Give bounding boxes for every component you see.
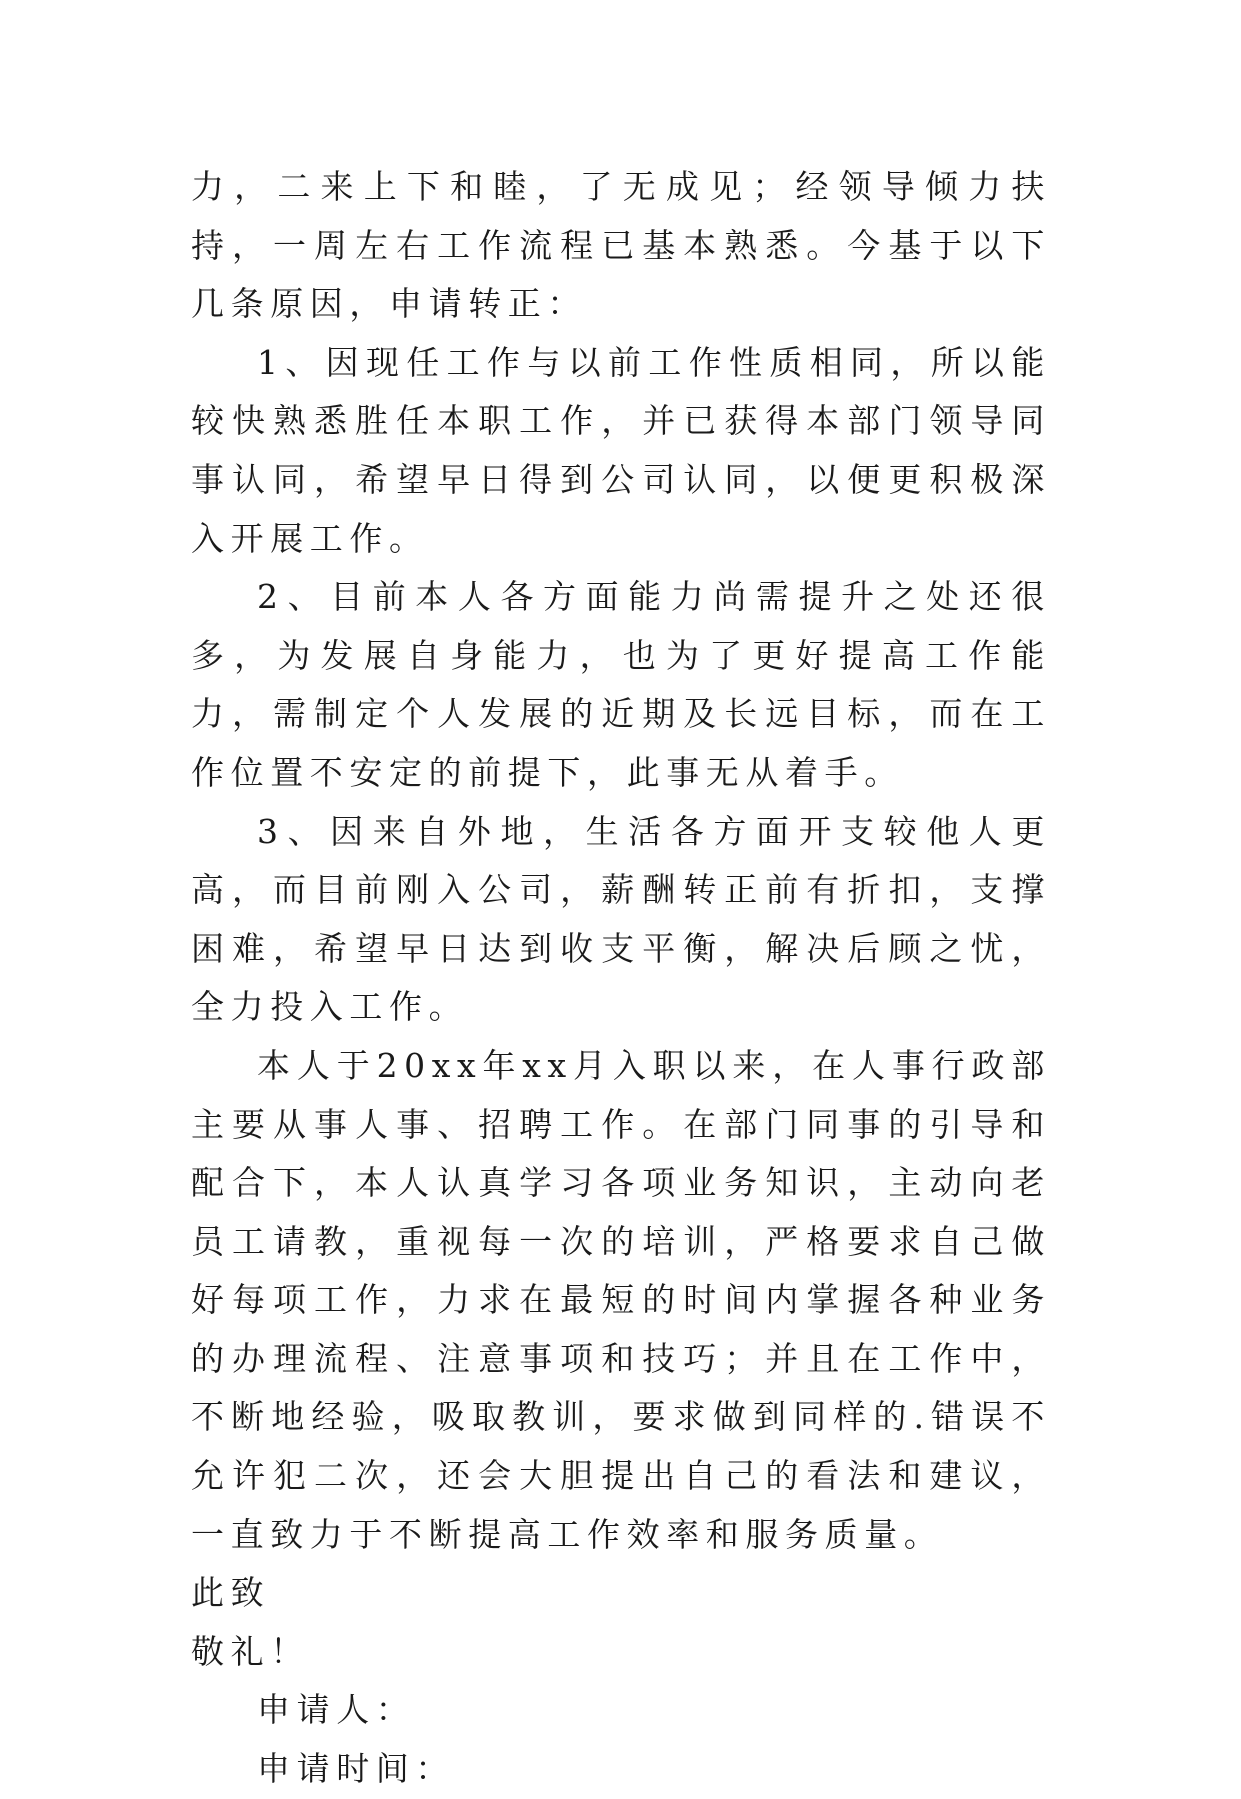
- closing-regards: 敬礼！: [191, 1631, 310, 1671]
- paragraph-continuation: 力，二来上下和睦，了无成见；经领导倾力扶持，一周左右工作流程已基本熟悉。今基于以下几条原因，申请转正：: [191, 167, 1051, 324]
- paragraph-reason-1: 1、因现任工作与以前工作性质相同，所以能较快熟悉胜任本职工作，并已获得本部门领导同事认同，希望早日得到公司认同，以便更积极深入开展工作。: [191, 342, 1051, 558]
- paragraph-reason-2: 2、目前本人各方面能力尚需提升之处还很多，为发展自身能力，也为了更好提高工作能力，需制定个人发展的近期及长远目标，而在工作位置不安定的前提下，此事无从着手。: [191, 577, 1051, 792]
- application-date-label: 申请时间：: [257, 1749, 455, 1789]
- applicant-label: 申请人：: [257, 1690, 416, 1730]
- paragraph-work-summary: 本人于20xx年xx月入职以来，在人事行政部主要从事人事、招聘工作。在部门同事的引导和配合下，本人认真学习各项业务知识，主动向老员工请教，重视每一次的培训，严格要求自己做好每项工作，力求在最短的时间内掌握各种业务的办理流程、注意事项和技巧；并且在工作中，不断地经验，吸取教训，要求做到同样的.错误不允许犯二次，还会大胆提出自己的看法和建议，一直致力于不断提高工作效率和服务质量。: [191, 1045, 1051, 1554]
- paragraph-reason-3: 3、因来自外地，生活各方面开支较他人更高，而目前刚入公司，薪酬转正前有折扣，支撑困难，希望早日达到收支平衡，解决后顾之忧，全力投入工作。: [191, 811, 1051, 1027]
- closing-salutation: 此致: [191, 1573, 271, 1613]
